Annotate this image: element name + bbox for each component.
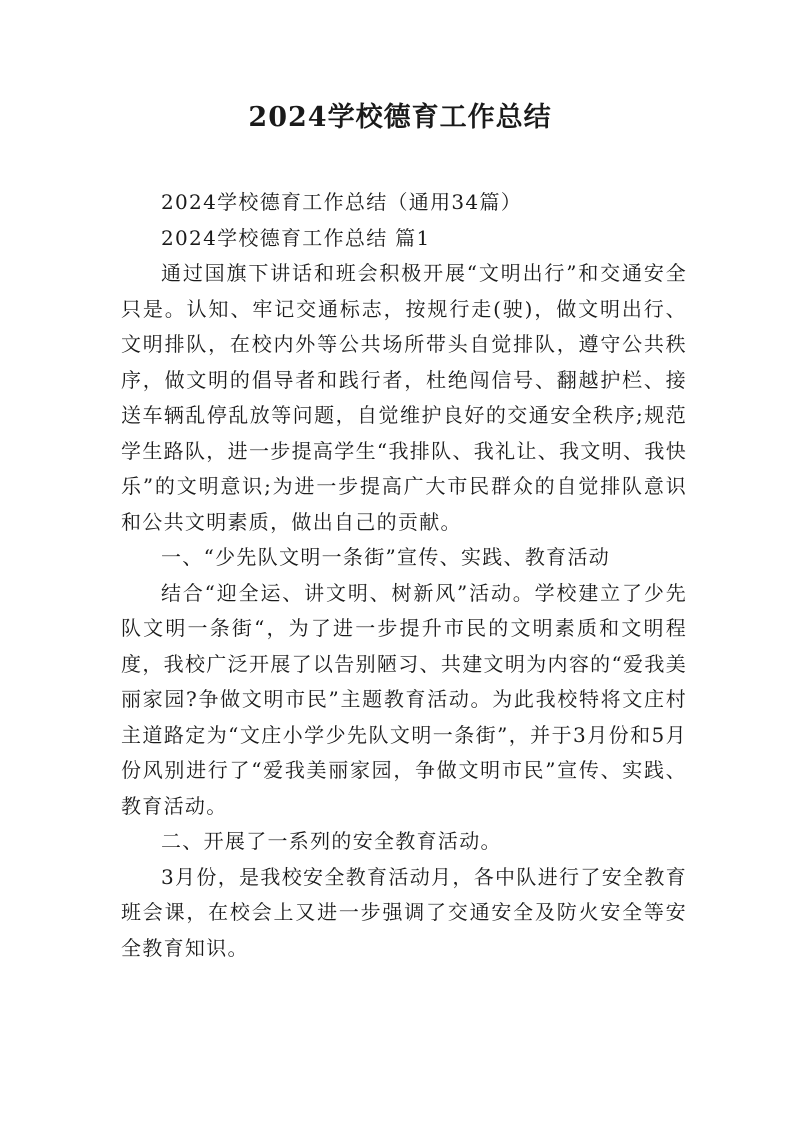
paragraph-safety-month: 3月份，是我校安全教育活动月，各中队进行了安全教育班会课，在校会上又进一步强调了交通安全及防火安全等安全教育知识。 [121,864,687,960]
paragraph-section-heading: 2024学校德育工作总结 篇1 [161,225,431,250]
paragraph-civilized-street: 结合“迎全运、讲文明、树新风”活动。学校建立了少先队文明一条街“，为了进一步提升市民的文明素质和文明程度，我校广泛开展了以告别陋习、共建文明为内容的“爱我美丽家园?争做文明市民”主题教育活动。为此我校特将文庄村主道路定为“文庄小学少先队文明一条街”，并于3月份和5月份风别进行了“爱我美丽家园，争做文明市民”宣传、实践、教育活动。 [121,580,687,818]
paragraph-subtitle: 2024学校德育工作总结（通用34篇） [161,190,523,214]
paragraph-heading-one: 一、“少先队文明一条街”宣传、实践、教育活动 [161,545,611,569]
paragraph-heading-two: 二、开展了一系列的安全教育活动。 [161,829,502,853]
paragraph-traffic-safety: 通过国旗下讲话和班会积极开展“文明出行”和交通安全只是。认知、牢记交通标志，按规行走(驶)，做文明出行、文明排队，在校内外等公共场所带头自觉排队，遵守公共秩序，做文明的倡导者和践行者，杜绝闯信号、翻越护栏、接送车辆乱停乱放等问题，自觉维护良好的交通安全秩序;规范学生路队，进一步提高学生“我排队、我礼让、我文明、我快乐”的文明意识;为进一步提高广大市民群众的自觉排队意识和公共文明素质，做出自己的贡献。 [121,261,687,534]
document-title: 2024学校德育工作总结 [248,102,552,133]
document-body [121,185,687,966]
